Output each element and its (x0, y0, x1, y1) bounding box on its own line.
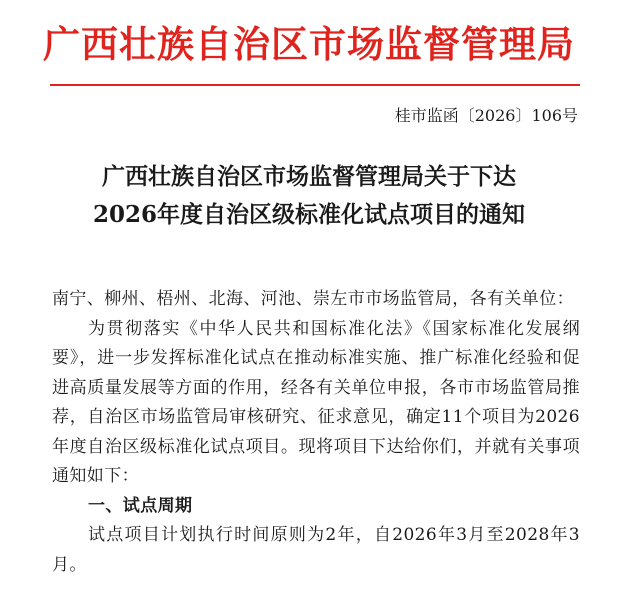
agency-header: 广西壮族自治区市场监督管理局 (43, 22, 575, 66)
red-divider-line (50, 84, 580, 86)
title-line-1: 广西壮族自治区市场监督管理局关于下达 (102, 163, 516, 190)
intro-paragraph: 为贯彻落实《中华人民共和国标准化法》《国家标准化发展纲要》，进一步发挥标准化试点在推动标准实施、推广标准化经验和促进高质量发展等方面的作用，经各有关单位申报，各市市场监管局推荐，自治区市场监管局审核研究、征求意见，确定11个项目为2026年度自治区级标准化试点项目。现将项目下达给你们，并就有关事项通知如下： (52, 318, 580, 486)
section-heading-trial-period: 一、试点周期 (88, 495, 193, 516)
salutation: 南宁、柳州、梧州、北海、河池、崇左市市场监管局，各有关单位： (52, 289, 574, 309)
document-title (0, 158, 618, 234)
title-line-2: 2026年度自治区级标准化试点项目的通知 (92, 201, 525, 228)
trial-period-paragraph: 试点项目计划执行时间原则为2年，自2026年3月至2028年3月。 (52, 525, 580, 575)
document-number: 桂市监函〔2026〕106号 (394, 106, 578, 125)
document-body (52, 285, 580, 580)
